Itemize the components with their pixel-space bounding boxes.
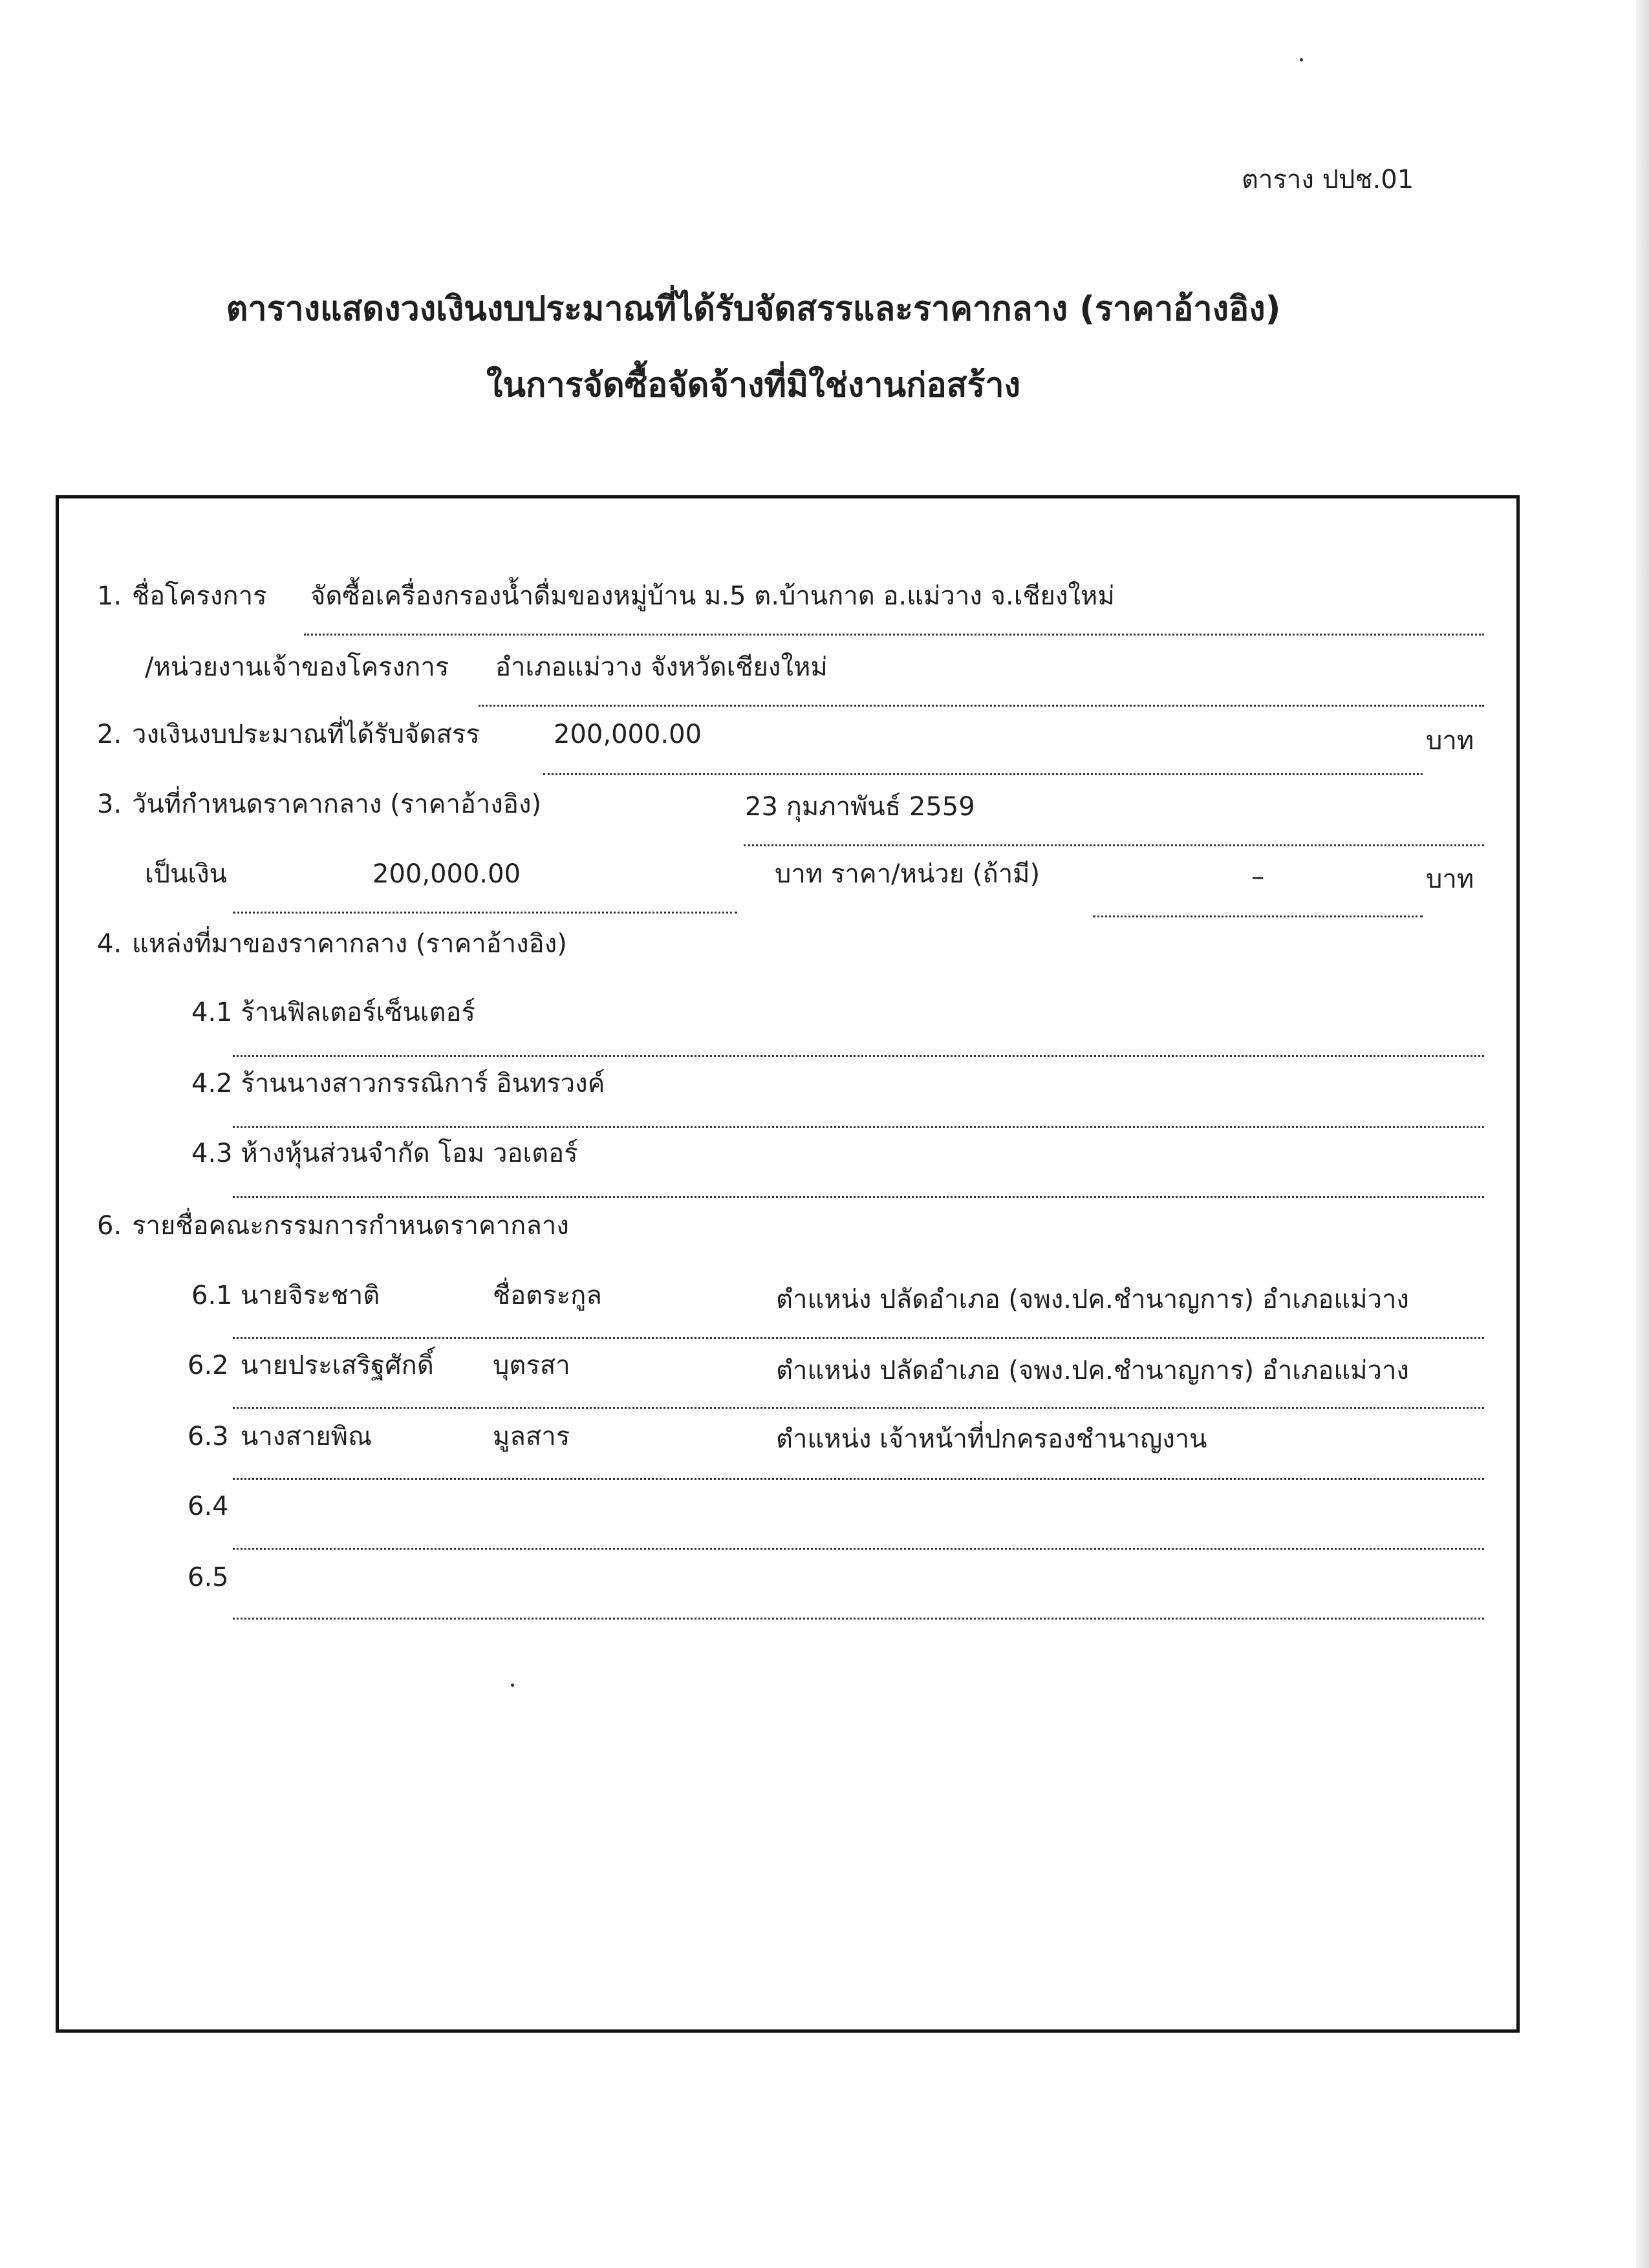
member-no: 6.3 bbox=[188, 1422, 229, 1451]
member-last-name: บุตรสา bbox=[493, 1351, 570, 1380]
owner-value: อำเภอแม่วาง จังหวัดเชียงใหม่ bbox=[495, 652, 828, 682]
unit-price-label: บาท ราคา/หน่วย (ถ้ามี) bbox=[775, 859, 1040, 889]
dotted-line bbox=[233, 1478, 1484, 1480]
item2-number: 2. bbox=[97, 720, 122, 749]
member-first-name: นายจิระชาติ bbox=[241, 1281, 380, 1311]
item3-label: วันที่กำหนดราคากลาง (ราคาอ้างอิง) bbox=[132, 789, 542, 819]
item6-number: 6. bbox=[97, 1211, 122, 1241]
dotted-line bbox=[233, 1337, 1484, 1339]
owner-label: /หน่วยงานเจ้าของโครงการ bbox=[145, 652, 449, 682]
member-no: 6.4 bbox=[188, 1492, 229, 1521]
scan-edge bbox=[1636, 0, 1649, 2268]
item2-label: วงเงินงบประมาณที่ได้รับจัดสรร bbox=[132, 720, 480, 749]
item3-number: 3. bbox=[97, 789, 122, 819]
item6-label: รายชื่อคณะกรรมการกำหนดราคากลาง bbox=[132, 1211, 569, 1241]
amount-label: เป็นเงิน bbox=[145, 859, 227, 889]
dotted-line bbox=[479, 705, 1484, 707]
dotted-line bbox=[744, 844, 1484, 846]
member-position: ตำแหน่ง ปลัดอำเภอ (จพง.ปค.ชำนาญการ) อำเภอแม่วาง bbox=[776, 1356, 1409, 1385]
dotted-line bbox=[233, 1055, 1484, 1057]
dotted-line bbox=[233, 1196, 1484, 1198]
member-no: 6.2 bbox=[188, 1351, 229, 1380]
price-source: 4.3 ห้างหุ้นส่วนจำกัด โอม วอเตอร์ bbox=[191, 1139, 578, 1168]
dotted-line bbox=[233, 912, 737, 914]
unit-price-value: – bbox=[1251, 862, 1264, 892]
member-first-name: นางสายพิณ bbox=[241, 1422, 372, 1451]
member-position: ตำแหน่ง เจ้าหน้าที่ปกครองชำนาญงาน bbox=[776, 1424, 1207, 1454]
price-source: 4.1 ร้านฟิลเตอร์เซ็นเตอร์ bbox=[191, 998, 475, 1027]
item4-number: 4. bbox=[97, 929, 122, 959]
scan-speck bbox=[1300, 58, 1303, 61]
item4-label: แหล่งที่มาของราคากลาง (ราคาอ้างอิง) bbox=[132, 929, 567, 959]
member-position: ตำแหน่ง ปลัดอำเภอ (จพง.ปค.ชำนาญการ) อำเภอแม่วาง bbox=[776, 1285, 1409, 1314]
price-source: 4.2 ร้านนางสาวกรรณิการ์ อินทรวงค์ bbox=[191, 1069, 605, 1098]
dotted-line bbox=[233, 1407, 1484, 1409]
item1-label: ชื่อโครงการ bbox=[132, 581, 267, 611]
member-last-name: ชื่อตระกูล bbox=[493, 1281, 602, 1311]
page-subtitle: ในการจัดซื้อจัดจ้างที่มิใช่งานก่อสร้าง bbox=[486, 366, 1020, 405]
form-code: ตาราง ปปช.01 bbox=[1242, 165, 1414, 195]
budget-amount: 200,000.00 bbox=[554, 720, 702, 749]
project-name: จัดซื้อเครื่องกรองน้ำดื่มของหมู่บ้าน ม.5 ต.บ้านกาด อ.แม่วาง จ.เชียงใหม่ bbox=[310, 581, 1115, 611]
member-no: 6.5 bbox=[188, 1563, 229, 1592]
dotted-line bbox=[233, 1548, 1484, 1550]
dotted-line bbox=[543, 773, 1423, 775]
dotted-line bbox=[1093, 915, 1423, 917]
reference-amount: 200,000.00 bbox=[372, 859, 521, 889]
member-first-name: นายประเสริฐศักดิ์ bbox=[241, 1351, 434, 1380]
page-title: ตารางแสดงวงเงินงบประมาณที่ได้รับจัดสรรและราคากลาง (ราคาอ้างอิง) bbox=[226, 290, 1281, 328]
dotted-line bbox=[233, 1618, 1484, 1620]
item2-unit: บาท bbox=[1426, 726, 1474, 756]
member-last-name: มูลสาร bbox=[493, 1422, 570, 1451]
member-no: 6.1 bbox=[191, 1281, 233, 1311]
item3-unit: บาท bbox=[1426, 864, 1474, 894]
scan-speck bbox=[511, 1684, 514, 1687]
dotted-line bbox=[304, 634, 1484, 636]
reference-date: 23 กุมภาพันธ์ 2559 bbox=[745, 792, 975, 822]
dotted-line bbox=[233, 1126, 1484, 1128]
item1-number: 1. bbox=[97, 581, 122, 611]
